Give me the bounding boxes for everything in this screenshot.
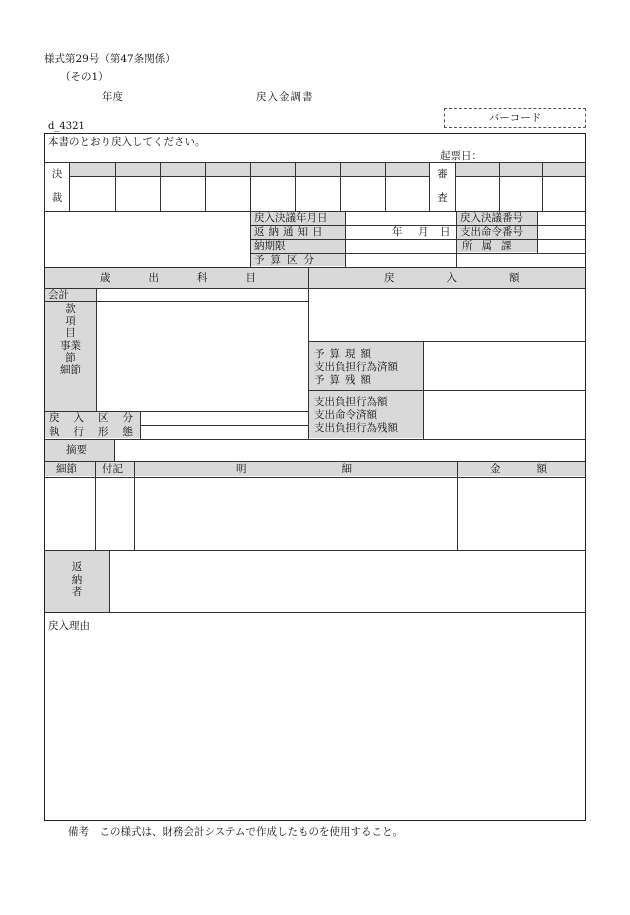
budget-current-label: 予算現額 bbox=[314, 348, 376, 360]
return-notice-date-label: 返納通知日 bbox=[254, 226, 327, 238]
info-divider bbox=[537, 211, 538, 253]
account-codes-stack bbox=[45, 303, 96, 376]
detail-divider bbox=[95, 461, 96, 550]
barcode-label: バーコード bbox=[488, 112, 542, 124]
payment-order-number-label: 支出命令番号 bbox=[460, 226, 523, 238]
subitem-label: 目 bbox=[65, 327, 76, 340]
returner-char-3: 者 bbox=[71, 586, 83, 599]
detail-description-header: 明細 bbox=[236, 463, 447, 475]
decision-char-1: 決 bbox=[51, 168, 63, 181]
commitment-remaining-label: 支出負担行為残額 bbox=[314, 422, 398, 435]
decision-number-label: 戻入決議番号 bbox=[460, 212, 523, 224]
commitment-done-label: 支出負担行為済額 bbox=[314, 361, 398, 374]
commitment-amount-label: 支出負担行為額 bbox=[314, 396, 388, 408]
section-label: 款 bbox=[65, 303, 76, 315]
review-char-2: 査 bbox=[437, 192, 448, 205]
detail-amount-header: 金額 bbox=[490, 463, 583, 475]
reason-top-line bbox=[44, 612, 586, 613]
returner-divider bbox=[109, 550, 110, 612]
date-year: 年 bbox=[392, 226, 403, 238]
stamp-divider bbox=[295, 162, 296, 212]
barcode-box bbox=[444, 108, 586, 128]
stamp-divider bbox=[115, 162, 116, 212]
summary-top-line bbox=[44, 439, 586, 440]
instruction-text: 本書のとおり戻入してください。 bbox=[48, 136, 206, 148]
form-number: 様式第29号（第47条関係） bbox=[44, 53, 176, 65]
detail-divider bbox=[134, 461, 135, 550]
document-title: 戻入金調書 bbox=[256, 91, 314, 103]
detail-subsection-header: 細節 bbox=[56, 463, 77, 475]
info-row-line bbox=[250, 239, 586, 240]
node-label: 節 bbox=[65, 351, 76, 364]
decision-date-label: 戻入決議年月日 bbox=[254, 212, 328, 224]
summary-divider bbox=[114, 439, 115, 461]
due-date-label: 納期限 bbox=[254, 240, 286, 252]
section-header-bottom bbox=[44, 288, 586, 289]
budget-remaining-label: 予算残額 bbox=[314, 374, 376, 387]
decision-label-cell bbox=[44, 162, 70, 212]
detail-note-header: 付記 bbox=[102, 463, 123, 475]
budget-category-label: 予算区分 bbox=[254, 254, 320, 266]
return-amount-header: 戻入額 bbox=[384, 272, 572, 284]
review-stamp-header-band bbox=[456, 163, 585, 176]
stamp-divider bbox=[250, 162, 251, 212]
date-month: 月 bbox=[418, 226, 429, 238]
detail-header-line bbox=[44, 477, 586, 478]
returner-top-line bbox=[44, 550, 586, 551]
date-day: 日 bbox=[440, 226, 451, 238]
stamp-divider bbox=[160, 162, 161, 212]
returner-char-1: 返 bbox=[71, 561, 83, 573]
return-category-label: 戻入区分 bbox=[49, 412, 147, 424]
review-char-1: 審 bbox=[437, 168, 448, 181]
stamp-divider bbox=[385, 162, 386, 212]
stamp-divider bbox=[205, 162, 206, 212]
expense-header: 歳出科目 bbox=[100, 272, 294, 284]
department-label: 所属課 bbox=[462, 240, 521, 252]
commitment-group bbox=[314, 396, 398, 435]
returner-char-2: 納 bbox=[71, 573, 83, 586]
account-row-line bbox=[44, 301, 308, 302]
document-id: d_4321 bbox=[48, 121, 85, 132]
stamp-divider bbox=[340, 162, 341, 212]
origination-date-label: 起票日： bbox=[440, 150, 482, 162]
form-part: （その1） bbox=[60, 71, 109, 83]
budget-group bbox=[314, 348, 398, 387]
payment-order-done-label: 支出命令済額 bbox=[314, 409, 377, 422]
review-stamp-header-line bbox=[456, 176, 586, 177]
item-label: 項 bbox=[65, 315, 76, 328]
stamp-divider bbox=[499, 162, 500, 212]
detail-divider bbox=[457, 461, 458, 550]
footer-note: 備考 この様式は、財務会計システムで作成したものを使用すること。 bbox=[68, 826, 403, 838]
decision-char-2: 裁 bbox=[51, 192, 63, 205]
subnode-label: 細節 bbox=[60, 363, 81, 376]
execution-form-label: 執行形態 bbox=[49, 426, 147, 438]
review-label-cell bbox=[429, 162, 456, 212]
project-label: 事業 bbox=[60, 339, 81, 352]
summary-label: 摘要 bbox=[66, 444, 87, 456]
reason-label: 戻入理由 bbox=[48, 620, 90, 632]
account-divider bbox=[96, 288, 97, 411]
stamp-divider bbox=[542, 162, 543, 212]
returner-label bbox=[45, 561, 109, 599]
fiscal-year-label: 年度 bbox=[102, 91, 123, 103]
account-label: 会計 bbox=[48, 289, 69, 301]
